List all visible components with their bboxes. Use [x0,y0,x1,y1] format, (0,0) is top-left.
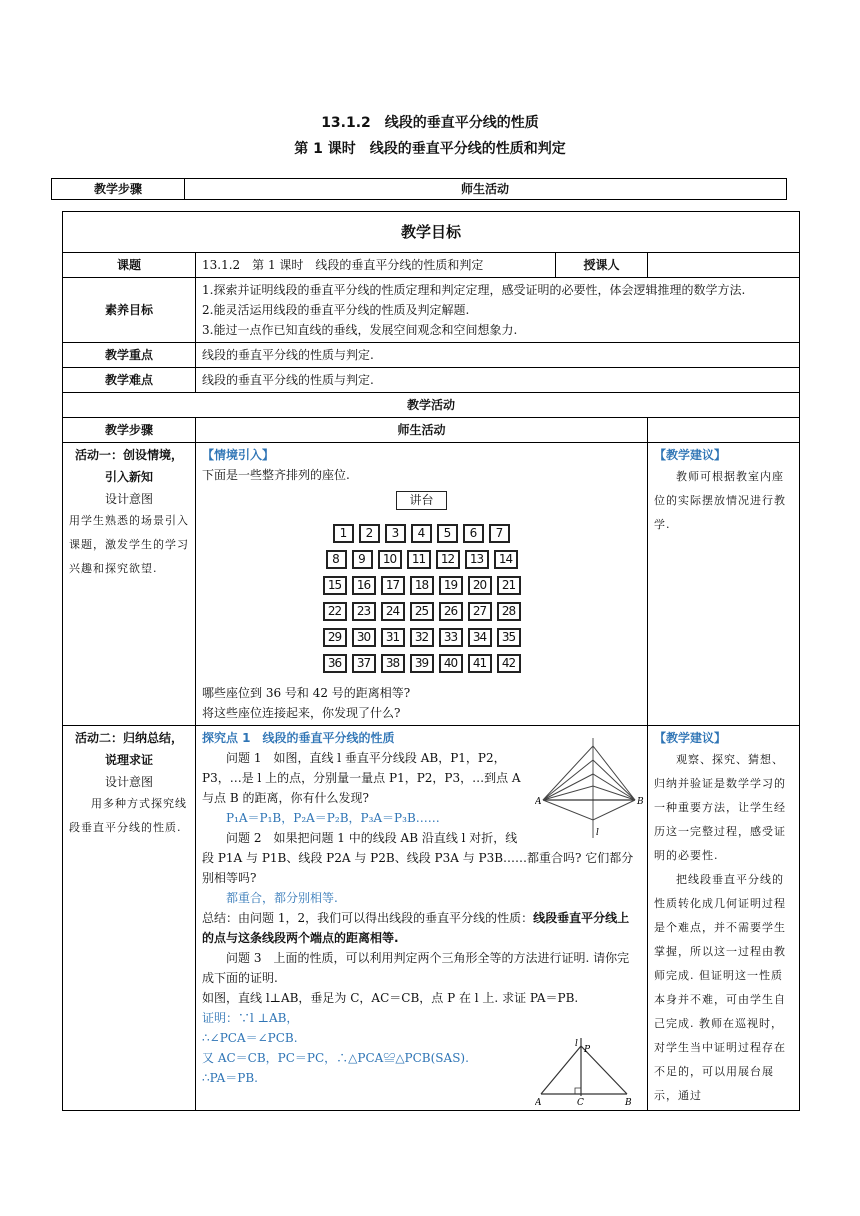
seat: 22 [323,602,347,621]
top-bar-activity-label: 师生活动 [460,182,509,196]
seat: 17 [381,576,405,595]
activity2-given: 如图，直线 l⊥AB，垂足为 C，AC＝CB，点 P 在 l 上. 求证 PA＝PB. [202,991,579,1005]
seat: 42 [497,654,521,673]
seat-row [202,550,641,569]
seat: 13 [465,550,489,569]
activity2-question1: 问题 1 如图，直线 l 垂直平分线段 AB，P1，P2，P3，…是 l 上的点，分别量一量点 P1，P2，P3，…到点 A 与点 B 的距离，你有什么发现? [202,751,521,805]
seat: 38 [381,654,405,673]
fig2-label-c: C [577,1098,584,1106]
podium-box: 讲台 [396,491,446,510]
seat: 29 [323,628,347,647]
activity2-summary [202,908,641,948]
goals-heading: 教学目标 [63,212,800,253]
seat: 35 [497,628,521,647]
teacher-value [648,253,800,278]
fig2-label-l: l [575,1039,578,1049]
topic-label: 课题 [63,253,196,278]
seat: 40 [439,654,463,673]
activity1-advice-cell [648,443,800,726]
seat: 25 [410,602,434,621]
seat-chart [202,487,641,673]
seat: 21 [497,576,521,595]
top-steps-bar [51,178,787,200]
seat: 33 [439,628,463,647]
seat: 41 [468,654,492,673]
seat: 9 [352,550,373,569]
activity-header-label: 师生活动 [196,418,648,443]
seat-row [202,628,641,647]
literacy-label: 素养目标 [63,278,196,343]
activity2-title-line2: 说理求证 [104,753,153,767]
topic-value: 13.1.2 第 1 课时 线段的垂直平分线的性质和判定 [196,253,556,278]
seat: 26 [439,602,463,621]
seat: 28 [497,602,521,621]
activity1-step-cell [63,443,196,726]
activity1-question1: 哪些座位到 36 号和 42 号的距离相等? [202,686,411,700]
seat: 32 [410,628,434,647]
seat: 2 [359,524,380,543]
seat-row [202,576,641,595]
fig2-label-b: B [625,1098,632,1106]
seat: 24 [381,602,405,621]
steps-header-label: 教学步骤 [63,418,196,443]
seat: 16 [352,576,376,595]
activity2-advice-tag: 【教学建议】 [654,731,727,745]
seat: 39 [410,654,434,673]
activity2-intent-text: 用多种方式探究线段垂直平分线的性质. [69,797,187,834]
seat: 7 [489,524,510,543]
seat: 20 [468,576,492,595]
fig1-label-l: l [596,828,599,838]
activity2-intent-label: 设计意图 [104,775,153,789]
seat-row [202,524,641,543]
lesson-plan-table [62,211,800,1111]
activity2-step-cell [63,726,196,1111]
seat: 10 [378,550,402,569]
activity2-advice-p1: 观察、探究、猜想、归纳并验证是数学学习的一种重要方法，让学生经历这一完整过程，感受证明的必要性. [654,753,786,862]
activity1-advice-text: 教师可根据教室内座位的实际摆放情况进行教学. [654,470,786,531]
seat: 34 [468,628,492,647]
summary-property: 线段垂直平分线上的点与这条线段两个端点的距离相等. [202,911,630,945]
seat: 14 [494,550,518,569]
seat: 23 [352,602,376,621]
literacy-goal-1: 1.探索并证明线段的垂直平分线的性质定理和判定定理，感受证明的必要性，体会逻辑推理的数学方法. [202,283,746,297]
seat: 37 [352,654,376,673]
proof-line-2: ∴∠PCA＝∠PCB. [202,1031,298,1045]
activity2-advice-cell [648,726,800,1111]
activity2-question3: 问题 3 上面的性质，可以利用判定两个三角形全等的方法进行证明. 请你完成下面的证明. [202,951,630,985]
summary-prefix: 总结：由问题 1，2，我们可以得出线段的垂直平分线的性质： [202,911,534,925]
seat: 1 [333,524,354,543]
seat: 15 [323,576,347,595]
seat: 36 [323,654,347,673]
lesson-section-title: 13.1.2 线段的垂直平分线的性质 [321,115,539,131]
seat: 5 [437,524,458,543]
proof-line-1: 证明：∵l ⊥AB， [202,1011,299,1025]
seat: 19 [439,576,463,595]
activity1-content-cell [196,443,648,726]
seat: 12 [436,550,460,569]
activity2-answer1: P₁A＝P₁B，P₂A＝P₂B，P₃A＝P₃B…… [226,811,440,825]
perpendicular-bisector-figure [535,738,645,838]
activity1-question2: 将这些座位连接起来，你发现了什么? [202,706,401,720]
fig1-label-a: A [535,797,542,807]
seat: 31 [381,628,405,647]
activity2-section-tag: 探究点 1 线段的垂直平分线的性质 [202,731,395,745]
proof-line-4: ∴PA＝PB. [202,1071,258,1085]
seat-row [202,654,641,673]
activity2-title-line1: 活动二：归纳总结， [74,731,183,745]
activity2-content-cell [196,726,648,1111]
seat: 3 [385,524,406,543]
proof-triangle-figure [535,1038,645,1106]
difficult-point-value: 线段的垂直平分线的性质与判定. [196,368,800,393]
activity1-section-tag: 【情境引入】 [202,448,275,462]
fig1-label-b: B [637,797,644,807]
proof-line-3: 又 AC＝CB，PC＝PC，∴△PCA≌△PCB(SAS). [202,1051,469,1065]
activity2-advice-p2: 把线段垂直平分线的性质转化成几何证明过程是个难点，并不需要学生掌握，所以这一过程由教师完成. 但证明这一性质本身并不难，可由学生自己完成. 教师在巡视时，对学生当中证明过程存在不足的，可以用展台展示，通过 [654,873,786,1102]
literacy-goal-3: 3.能过一点作已知直线的垂线，发展空间观念和空间想象力. [202,323,518,337]
seat: 4 [411,524,432,543]
teacher-label: 授课人 [556,253,648,278]
top-bar-steps-label: 教学步骤 [52,179,185,199]
activity1-intent-label: 设计意图 [104,492,153,506]
difficult-point-label: 教学难点 [63,368,196,393]
seat: 11 [407,550,431,569]
seat: 8 [326,550,347,569]
seat: 30 [352,628,376,647]
key-point-label: 教学重点 [63,343,196,368]
activity1-advice-tag: 【教学建议】 [654,448,727,462]
activities-heading: 教学活动 [63,393,800,418]
activity1-title-line1: 活动一：创设情境， [74,448,183,462]
activity1-intro: 下面是一些整齐排列的座位. [202,468,350,482]
fig2-label-p: P [584,1045,591,1055]
key-point-value: 线段的垂直平分线的性质与判定. [196,343,800,368]
literacy-goal-2: 2.能灵活运用线段的垂直平分线的性质及判定解题. [202,303,470,317]
activity2-question2: 问题 2 如果把问题 1 中的线段 AB 沿直线 l 对折，线段 P1A 与 P1B、线段 P2A 与 P2B、线段 P3A 与 P3B……都重合吗? 它们都分别相等吗? [202,831,634,885]
activity1-title-line2: 引入新知 [104,470,153,484]
advice-header-cell [648,418,800,443]
seat: 27 [468,602,492,621]
lesson-period-title: 第 1 课时 线段的垂直平分线的性质和判定 [294,141,566,157]
fig2-label-a: A [535,1098,542,1106]
activity2-answer2: 都重合，都分别相等. [226,891,338,905]
seat: 18 [410,576,434,595]
activity1-intent-text: 用学生熟悉的场景引入课题，激发学生的学习兴趣和探究欲望. [69,514,189,575]
seat-row [202,602,641,621]
literacy-goals [196,278,800,343]
seat: 6 [463,524,484,543]
